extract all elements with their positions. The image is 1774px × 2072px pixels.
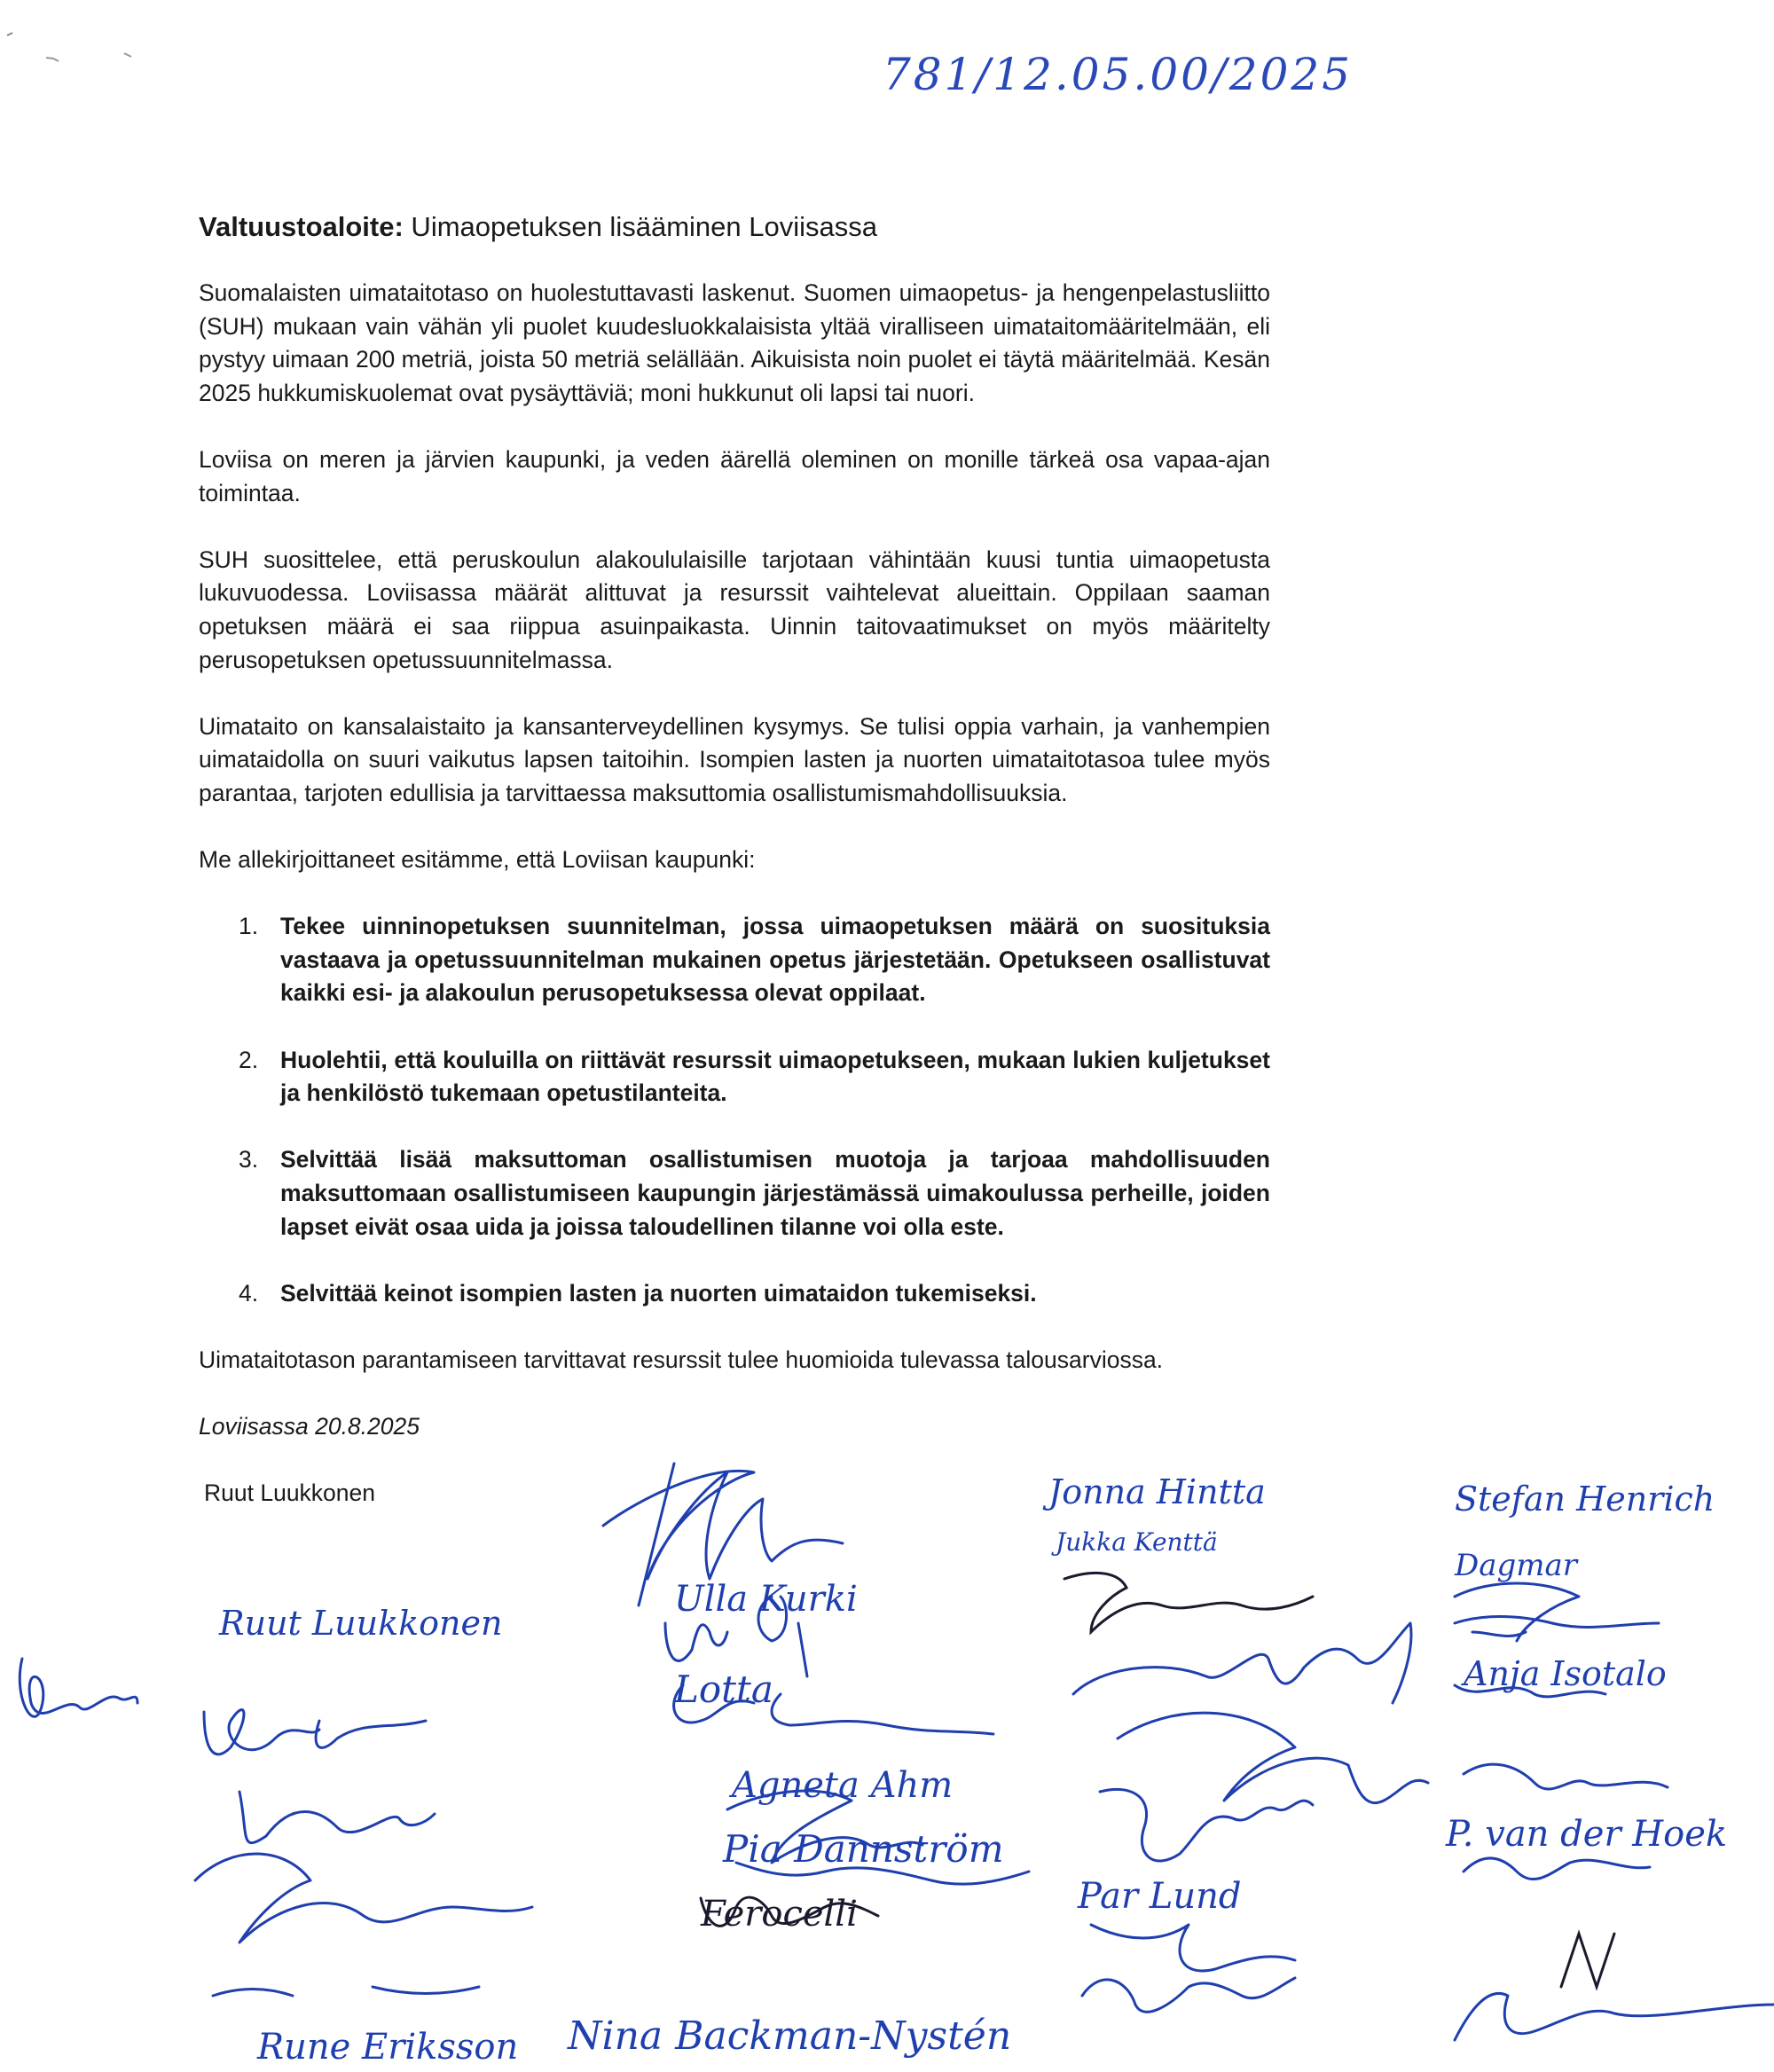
scan-marks	[0, 18, 177, 89]
signature: Jonna Hintta	[1048, 1472, 1266, 1511]
signature: Jukka Kenttä	[1056, 1527, 1218, 1557]
list-item	[199, 1044, 1270, 1111]
registration-stamp: 781/12.05.00/2025	[883, 49, 1354, 100]
signature: Par Lund	[1078, 1876, 1242, 1917]
signature: Anja Isotalo	[1464, 1654, 1667, 1693]
paragraph-4: Uimataito on kansalaistaito ja kansanterveydellinen kysymys. Se tulisi oppia varhain, ja vanhempien uimataidolla on suuri vaikutus lapsen taitoihin. Isompien lasten ja nuorten uimataitotasoa tulee myös parantaa, tarjoten edullisia ja tarvittaessa maksuttomia osallistumismahdollisuuksia.	[199, 712, 1270, 806]
signature: Stefan Henrich	[1455, 1479, 1715, 1519]
signature: Dagmar	[1455, 1548, 1578, 1583]
signature: Ulla Kurki	[674, 1579, 858, 1620]
list-text: Selvittää keinot isompien lasten ja nuorten uimataidon tukemiseksi.	[280, 1279, 1037, 1307]
signature: Rune Eriksson	[257, 2027, 519, 2068]
paragraph-1: Suomalaisten uimataitotaso on huolestuttavasti laskenut. Suomen uimaopetus- ja hengenpelastusliitto (SUH) mukaan vain vähän yli puolet kuudesluokkalaisista yltää viralliseen uimataitomääritelmään, eli pystyy uimaan 200 metriä, joista 50 metriä selällään. Aikuisista noin puolet ei täytä määritelmää. Kesän 2025 hukkumiskuolemat ovat pysäyttäviä; moni hukkunut oli lapsi tai nuori.	[199, 279, 1270, 406]
place-date: Loviisassa 20.8.2025	[199, 1413, 420, 1440]
list-number: 2.	[239, 1046, 259, 1073]
title-label: Valtuustoaloite:	[199, 211, 404, 242]
list-number: 1.	[239, 913, 259, 940]
proposal-list	[199, 910, 1270, 1310]
list-item	[199, 1277, 1270, 1311]
paragraph-3: SUH suosittelee, että peruskoulun alakoululaisille tarjotaan vähintään kuusi tuntia uimaopetusta lukuvuodessa. Loviisassa määrät alittuvat ja resurssit vaihtelevat alueittain. Oppilaan saaman opetuksen määrä ei saa riippua asuinpaikasta. Uinnin taitovaatimukset on myös määritelty perusopetuksen opetussuunnitelmassa.	[199, 545, 1270, 673]
list-text: Huolehtii, että kouluilla on riittävät resurssit uimaopetukseen, mukaan lukien kuljetukset ja henkilöstö tukemaan opetustilanteita.	[280, 1046, 1270, 1107]
signature: Nina Backman-Nystén	[568, 2013, 1012, 2059]
signature: P. van der Hoek	[1446, 1814, 1728, 1855]
list-text: Selvittää lisää maksuttoman osallistumisen muotoja ja tarjoaa mahdollisuuden maksuttomaan osallistumiseen kaupungin järjestämässä uimakoulussa perheille, joiden lapset eivät osaa uida ja joissa taloudellinen tilanne voi olla este.	[280, 1146, 1270, 1240]
letter-body	[199, 209, 1270, 1511]
signature: Agneta Ahm	[732, 1765, 954, 1806]
paragraph-2: Loviisa on meren ja järvien kaupunki, ja veden äärellä oleminen on monille tärkeä osa vapaa-ajan toimintaa.	[199, 445, 1270, 506]
title-text: Uimaopetuksen lisääminen Loviisassa	[403, 211, 877, 242]
signature: Ferocelli	[701, 1894, 858, 1935]
list-item	[199, 910, 1270, 1010]
closing-paragraph: Uimataitotason parantamiseen tarvittavat resurssit tulee huomioida tulevassa talousarviossa.	[199, 1346, 1164, 1373]
page-title	[199, 209, 1270, 245]
paragraph-5: Me allekirjoittaneet esitämme, että Loviisan kaupunki:	[199, 846, 756, 874]
signature: Pia Dannström	[723, 1827, 1004, 1871]
list-text: Tekee uinninopetuksen suunnitelman, jossa uimaopetuksen määrä on suosituksia vastaava ja opetussuunnitelman mukainen opetus järjestetään. Opetukseen osallistuvat kaikki esi- ja alakoulun perusopetuksessa olevat oppilaat.	[280, 913, 1270, 1007]
list-item	[199, 1143, 1270, 1244]
signature: Ruut Luukkonen	[219, 1604, 503, 1643]
first-signer-name: Ruut Luukkonen	[204, 1479, 376, 1507]
list-number: 4.	[239, 1279, 259, 1307]
signature: Lotta	[674, 1668, 773, 1711]
list-number: 3.	[239, 1146, 259, 1173]
